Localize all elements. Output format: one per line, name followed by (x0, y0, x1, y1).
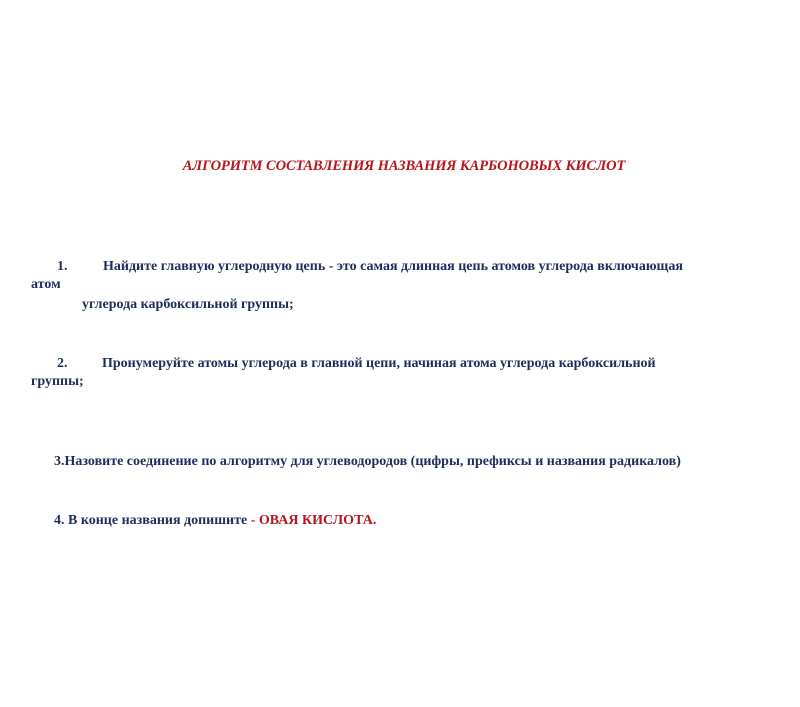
step-2-number: 2. (57, 356, 68, 371)
step-4-text: 4. В конце названия допишите (54, 513, 251, 528)
step-1-text-line-1: Найдите главную углеродную цепь - это самая длинная цепь атомов углерода включающая (103, 259, 683, 274)
step-4 (54, 512, 376, 529)
step-3-text: 3.Назовите соединение по алгоритму для углеводородов (цифры, префиксы и названия радикалов) (54, 454, 681, 469)
step-2-text-line-1: Пронумеруйте атомы углерода в главной цепи, начиная атома углерода карбоксильной (102, 356, 656, 371)
step-2-text-line-2: группы; (31, 374, 84, 389)
page-title: АЛГОРИТМ СОСТАВЛЕНИЯ НАЗВАНИЯ КАРБОНОВЫХ КИСЛОТ (182, 158, 626, 174)
step-1-number: 1. (57, 259, 68, 274)
step-1-text-line-2: атом (31, 277, 61, 292)
step-1-text-line-3: углерода карбоксильной группы; (82, 297, 294, 312)
step-4-accent: - ОВАЯ КИСЛОТА. (250, 513, 377, 528)
